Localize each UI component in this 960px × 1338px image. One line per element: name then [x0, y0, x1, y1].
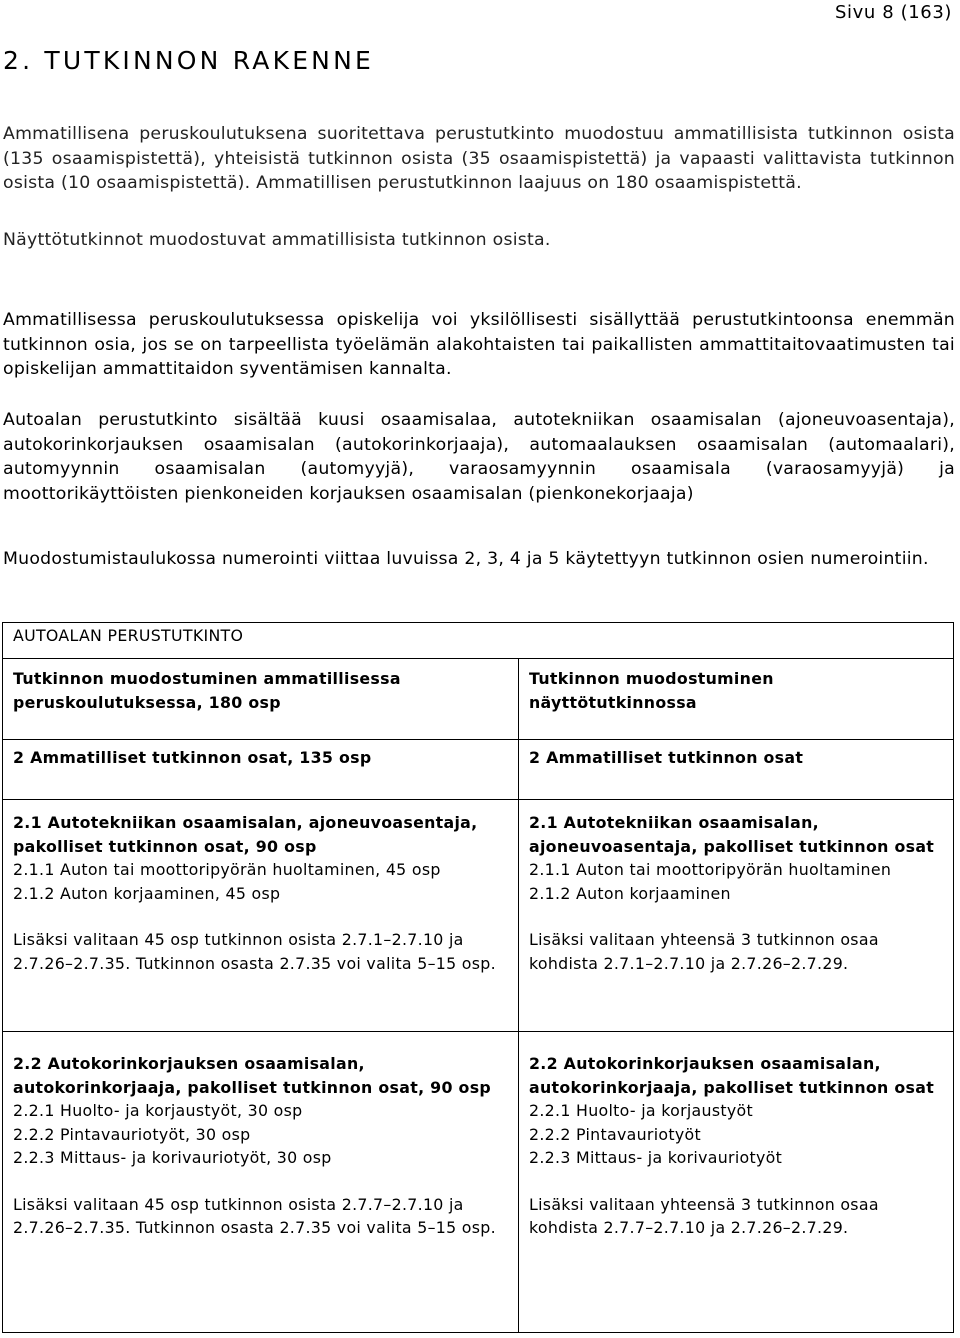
table-row	[3, 800, 954, 1032]
block-note: Lisäksi valitaan yhteensä 3 tutkinnon osaa kohdista 2.7.7–2.7.10 ja 2.7.26–2.7.29.	[529, 1194, 879, 1237]
list-item: 2.2.3 Mittaus- ja korivauriotyöt, 30 osp	[13, 1148, 332, 1167]
list-item: 2.2.1 Huolto- ja korjaustyöt, 30 osp	[13, 1101, 303, 1120]
list-item: 2.2.2 Pintavauriotyöt	[529, 1124, 701, 1144]
column-header-competence: Tutkinnon muodostuminen näyttötutkinnossa	[519, 659, 954, 740]
block-note: Lisäksi valitaan 45 osp tutkinnon osista 2.7.1–2.7.10 ja 2.7.26–2.7.35. Tutkinnon osasta 2.7.35 voi valita 5–15 osp.	[13, 930, 496, 973]
table-title-row	[3, 623, 954, 659]
list-item: 2.1.2 Auton korjaaminen	[529, 883, 731, 903]
table-cell	[519, 800, 954, 1032]
section-title: 2. TUTKINNON RAKENNE	[3, 46, 374, 75]
table-cell	[3, 800, 519, 1032]
individual-paragraph: Ammatillisessa peruskoulutuksessa opiskelija voi yksilöllisesti sisällyttää perustutkintoonsa enemmän tutkinnon osia, jos se on tarpeellista työelämän alakohtaisten tai paikallisten ammattitaitovaatimusten tai opiskelijan ammattitaidon syventämisen kannalta.	[3, 310, 955, 379]
block-title: 2.2 Autokorinkorjauksen osaamisalan, autokorinkorjaaja, pakolliset tutkinnon osat, 90 osp	[13, 1054, 492, 1097]
page-number: Sivu 8 (163)	[835, 2, 952, 23]
list-item: 2.2.2 Pintavauriotyöt, 30 osp	[13, 1124, 251, 1144]
competence-areas-paragraph: Autoalan perustutkinto sisältää kuusi osaamisalaa, autotekniikan osaamisalan (ajoneuvoasentaja), autokorinkorjauksen osaamisalan (autokorinkorjaaja), automaalauksen osaamisalan (automaalari), automyynnin osaamisalan (automyyjä), varaosamyynnin osaamisala (varaosamyyjä) ja moottorikäyttöisten pienkoneiden korjauksen osaamisalan (pienkonekorjaaja)	[3, 410, 955, 504]
block-title: 2.1 Autotekniikan osaamisalan, ajoneuvoasentaja, pakolliset tutkinnon osat, 90 osp	[13, 813, 478, 856]
block-note: Lisäksi valitaan 45 osp tutkinnon osista 2.7.7–2.7.10 ja 2.7.26–2.7.35. Tutkinnon osasta 2.7.35 voi valita 5–15 osp.	[13, 1194, 496, 1237]
list-item: 2.1.1 Auton tai moottoripyörän huoltaminen, 45 osp	[13, 860, 441, 879]
demonstration-paragraph: Näyttötutkinnot muodostuvat ammatillisista tutkinnon osista.	[3, 230, 551, 250]
table-row	[3, 1032, 954, 1333]
list-item: 2.2.1 Huolto- ja korjaustyöt	[529, 1101, 753, 1120]
table-column-header-row	[3, 659, 954, 740]
intro-paragraph: Ammatillisena peruskoulutuksena suoritettava perustutkinto muodostuu ammatillisista tutkinnon osista (135 osaamispistettä), yhteisistä tutkinnon osista (35 osaamispistettä) ja vapaasti valittavista tutkinnon osista (10 osaamispistettä). Ammatillisen perustutkinnon laajuus on 180 osaamispistettä.	[3, 124, 955, 193]
list-item: 2.2.3 Mittaus- ja korivauriotyöt	[529, 1148, 783, 1167]
column-header-vocational: Tutkinnon muodostuminen ammatillisessa peruskoulutuksessa, 180 osp	[3, 659, 519, 740]
block-title: 2.1 Autotekniikan osaamisalan, ajoneuvoasentaja, pakolliset tutkinnon osat	[529, 813, 935, 856]
numbering-paragraph: Muodostumistaulukossa numerointi viittaa luvuissa 2, 3, 4 ja 5 käytettyyn tutkinnon osien numerointiin.	[3, 549, 929, 569]
table-title: AUTOALAN PERUSTUTKINTO	[3, 623, 954, 659]
list-item: 2.1.2 Auton korjaaminen, 45 osp	[13, 883, 281, 903]
table-cell	[3, 1032, 519, 1333]
group-header-vocational: 2 Ammatilliset tutkinnon osat, 135 osp	[3, 740, 519, 800]
group-header-competence: 2 Ammatilliset tutkinnon osat	[519, 740, 954, 800]
table-cell	[519, 1032, 954, 1333]
qualification-table	[2, 622, 954, 1333]
list-item: 2.1.1 Auton tai moottoripyörän huoltaminen	[529, 860, 892, 879]
table-group-header-row	[3, 740, 954, 800]
block-note: Lisäksi valitaan yhteensä 3 tutkinnon osaa kohdista 2.7.1–2.7.10 ja 2.7.26–2.7.29.	[529, 930, 879, 973]
block-title: 2.2 Autokorinkorjauksen osaamisalan, autokorinkorjaaja, pakolliset tutkinnon osat	[529, 1054, 935, 1097]
